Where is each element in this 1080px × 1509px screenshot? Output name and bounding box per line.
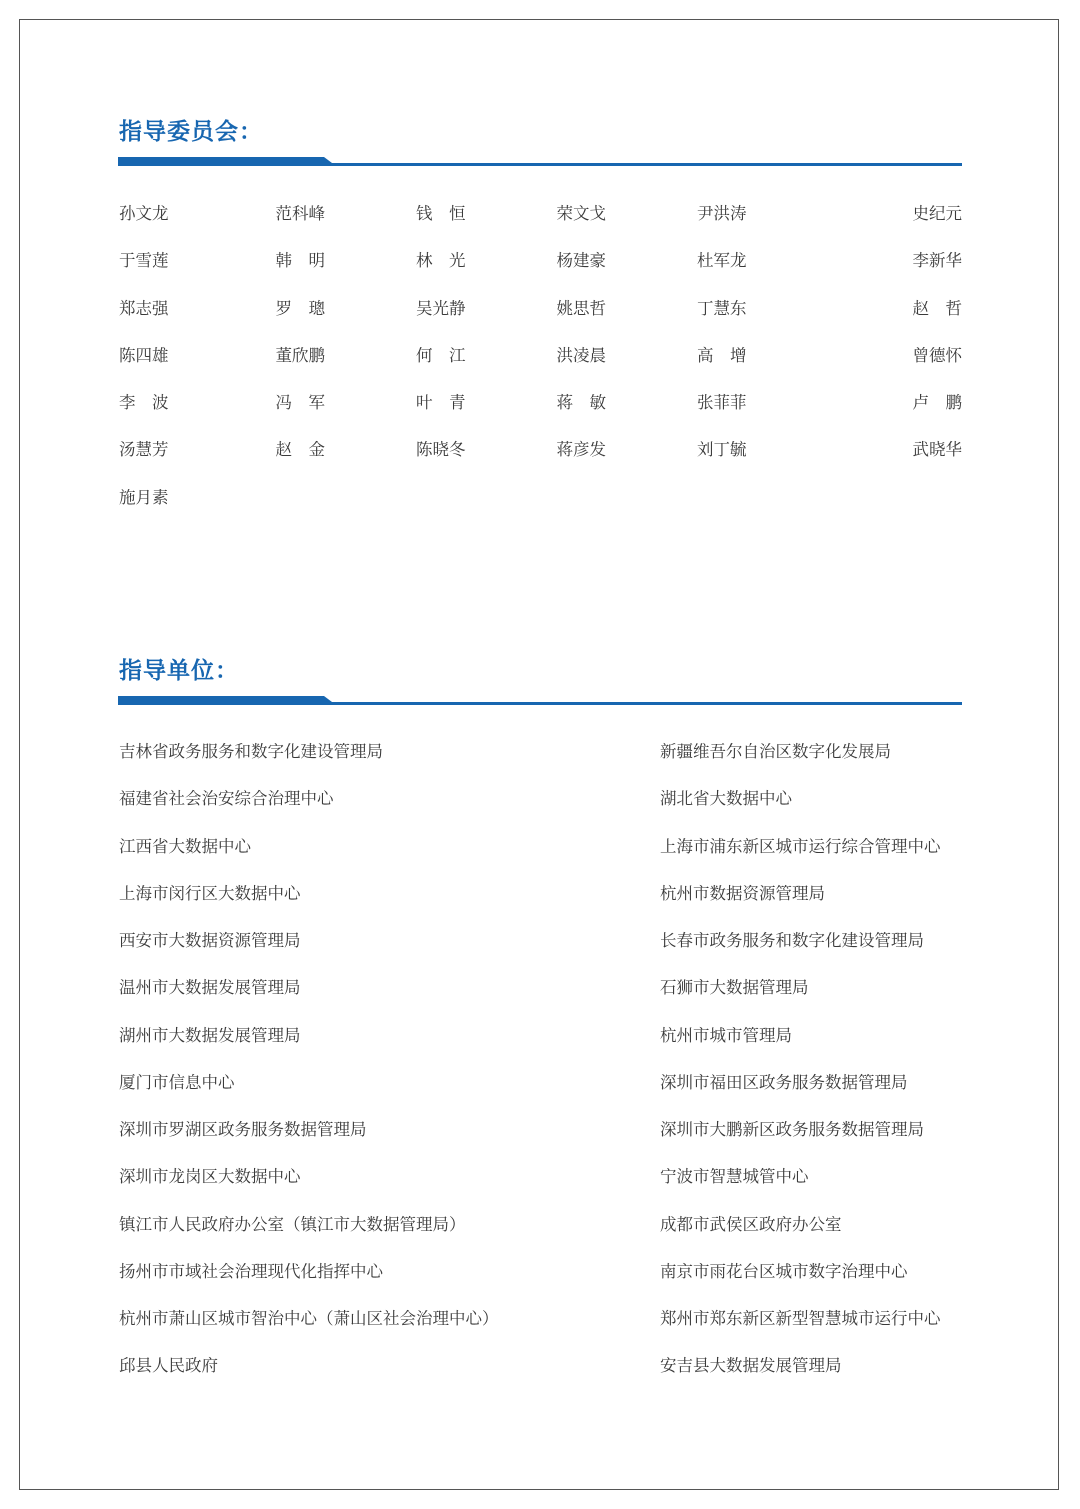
guidance-unit-list xyxy=(119,738,962,1400)
committee-member: 陈四雄 xyxy=(119,345,169,365)
committee-member: 洪凌晨 xyxy=(556,345,606,365)
guidance-unit: 深圳市大鹏新区政务服务数据管理局 xyxy=(660,1120,924,1139)
guidance-unit: 福建省社会治安综合治理中心 xyxy=(119,789,334,809)
guidance-unit: 温州市大数据发展管理局 xyxy=(119,978,301,998)
committee-member: 于雪莲 xyxy=(119,251,169,271)
committee-member: 蒋彦发 xyxy=(556,440,606,460)
guidance-unit: 邱县人民政府 xyxy=(119,1356,218,1376)
committee-member: 叶 青 xyxy=(416,393,466,413)
guidance-unit: 湖州市大数据发展管理局 xyxy=(119,1025,301,1045)
guidance-unit: 深圳市福田区政务服务数据管理局 xyxy=(660,1072,908,1092)
guidance-unit: 西安市大数据资源管理局 xyxy=(119,931,301,950)
committee-member: 卢 鹏 xyxy=(912,393,962,413)
guidance-unit: 深圳市龙岗区大数据中心 xyxy=(119,1167,301,1187)
committee-member: 曾德怀 xyxy=(912,345,962,365)
rule-accent-bar xyxy=(118,157,336,166)
committee-member: 刘丁毓 xyxy=(697,440,747,460)
guidance-unit: 上海市浦东新区城市运行综合管理中心 xyxy=(660,836,941,856)
committee-member: 尹洪涛 xyxy=(697,204,747,223)
guidance-unit: 江西省大数据中心 xyxy=(119,836,251,856)
committee-member: 丁慧东 xyxy=(697,298,747,318)
guidance-unit: 南京市雨花台区城市数字治理中心 xyxy=(660,1261,908,1281)
committee-member: 韩 明 xyxy=(275,251,325,271)
guidance-unit: 宁波市智慧城管中心 xyxy=(660,1167,809,1187)
guidance-unit: 厦门市信息中心 xyxy=(119,1072,235,1092)
guidance-unit: 上海市闵行区大数据中心 xyxy=(119,883,301,903)
guidance-unit: 湖北省大数据中心 xyxy=(660,789,792,809)
committee-member: 郑志强 xyxy=(119,298,169,318)
guidance-unit: 深圳市罗湖区政务服务数据管理局 xyxy=(119,1120,367,1139)
committee-member-grid xyxy=(119,200,962,531)
committee-member: 杨建豪 xyxy=(556,251,606,271)
guidance-unit: 安吉县大数据发展管理局 xyxy=(660,1356,842,1376)
guidance-unit: 长春市政务服务和数字化建设管理局 xyxy=(660,931,924,950)
committee-member: 罗 璁 xyxy=(275,298,325,318)
committee-member: 李 波 xyxy=(119,393,169,413)
committee-member: 钱 恒 xyxy=(416,204,466,223)
committee-title: 指导委员会： xyxy=(119,119,263,145)
committee-member: 高 增 xyxy=(697,345,747,365)
committee-member: 吴光静 xyxy=(416,298,466,318)
committee-member: 何 江 xyxy=(416,345,466,365)
committee-member: 林 光 xyxy=(416,251,466,271)
committee-title-rule xyxy=(118,157,962,166)
guidance-unit: 成都市武侯区政府办公室 xyxy=(660,1214,842,1234)
rule-accent-bar xyxy=(118,696,336,705)
committee-member: 史纪元 xyxy=(912,204,962,223)
guidance-unit: 杭州市数据资源管理局 xyxy=(660,883,825,903)
guidance-unit: 扬州市市域社会治理现代化指挥中心 xyxy=(119,1261,383,1281)
guidance-unit: 杭州市萧山区城市智治中心（萧山区社会治理中心） xyxy=(119,1309,499,1328)
guidance-unit: 郑州市郑东新区新型智慧城市运行中心 xyxy=(660,1309,941,1328)
guidance-unit: 杭州市城市管理局 xyxy=(660,1025,792,1045)
committee-member: 汤慧芳 xyxy=(119,440,169,460)
guidance-unit: 吉林省政务服务和数字化建设管理局 xyxy=(119,742,383,761)
units-title: 指导单位： xyxy=(119,658,239,684)
committee-member: 施月素 xyxy=(119,487,169,507)
committee-member: 杜军龙 xyxy=(697,251,747,271)
committee-member: 李新华 xyxy=(912,251,962,271)
committee-member: 冯 军 xyxy=(275,393,325,413)
committee-member: 武晓华 xyxy=(912,440,962,460)
guidance-unit: 石狮市大数据管理局 xyxy=(660,978,809,998)
committee-member: 赵 哲 xyxy=(912,298,962,318)
committee-member: 赵 金 xyxy=(275,440,325,460)
committee-member: 蒋 敏 xyxy=(556,393,606,413)
committee-member: 陈晓冬 xyxy=(416,440,466,460)
guidance-unit: 新疆维吾尔自治区数字化发展局 xyxy=(660,742,891,761)
committee-member: 董欣鹏 xyxy=(275,345,325,365)
committee-member: 荣文戈 xyxy=(556,204,606,223)
committee-member: 范科峰 xyxy=(275,204,325,223)
committee-member: 姚思哲 xyxy=(556,298,606,318)
units-title-rule xyxy=(118,696,962,705)
committee-member: 孙文龙 xyxy=(119,204,169,223)
committee-member: 张菲菲 xyxy=(697,393,747,413)
guidance-unit: 镇江市人民政府办公室（镇江市大数据管理局） xyxy=(119,1214,466,1234)
